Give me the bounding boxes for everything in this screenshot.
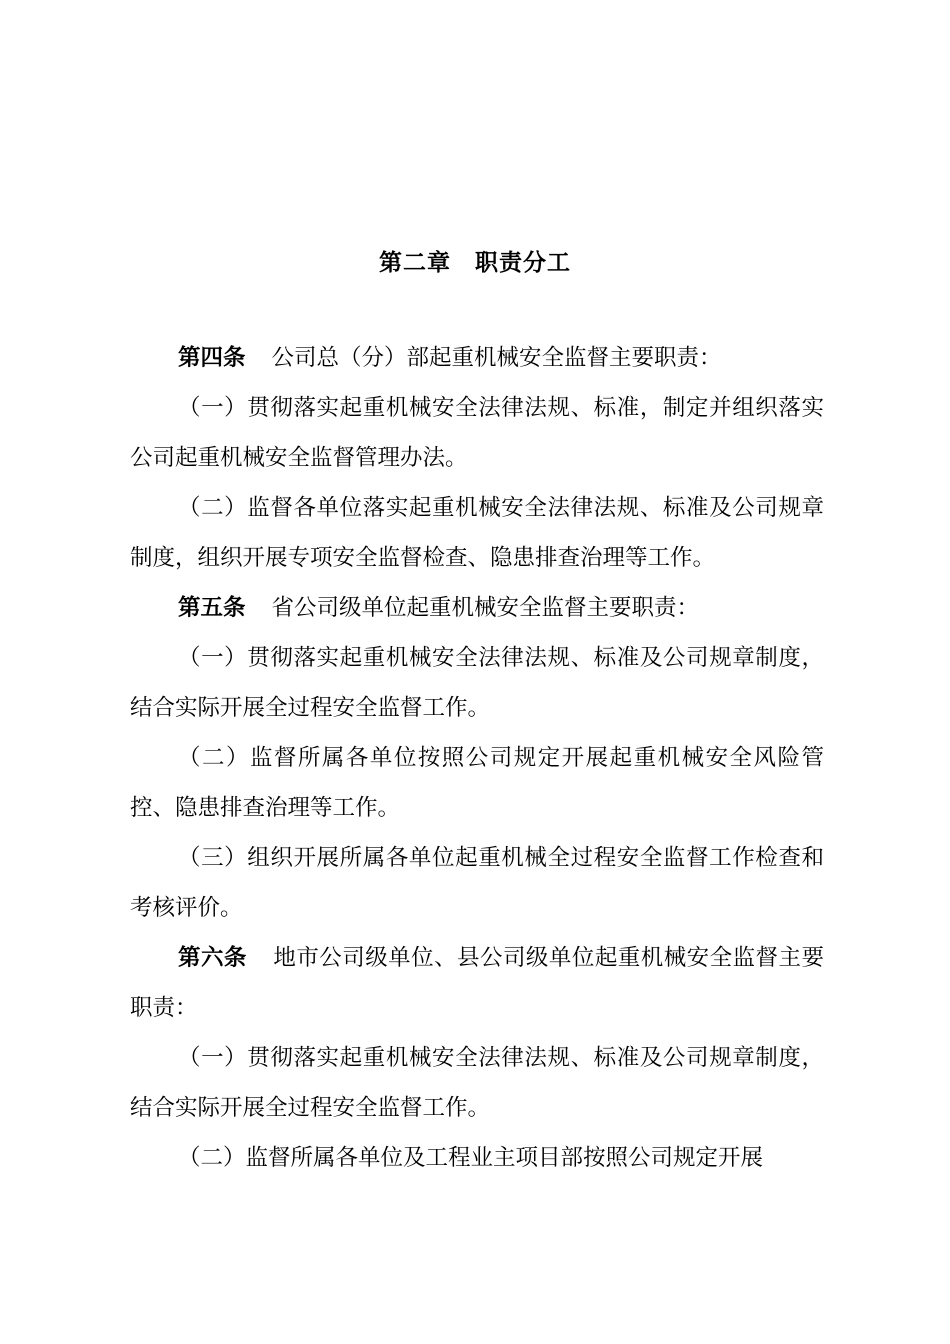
article-5-label: 第五条 <box>178 595 246 621</box>
chapter-title: 第二章 职责分工 <box>379 250 571 276</box>
article-5-item-2: （二）监督所属各单位按照公司规定开展起重机械安全风险管控、隐患排查治理等工作。 <box>130 745 824 821</box>
article-5-item-1: （一）贯彻落实起重机械安全法律法规、标准及公司规章制度，结合实际开展全过程安全监督工作。 <box>130 645 824 721</box>
article-4-label: 第四条 <box>178 345 246 371</box>
article-5-intro <box>130 583 824 633</box>
article-5-item-3: （三）组织开展所属各单位起重机械全过程安全监督工作检查和考核评价。 <box>130 845 824 921</box>
article-4-item-2: （二）监督各单位落实起重机械安全法律法规、标准及公司规章制度，组织开展专项安全监督检查、隐患排查治理等工作。 <box>130 495 824 571</box>
article-5-intro-text: 省公司级单位起重机械安全监督主要职责： <box>271 595 700 621</box>
article-6-intro <box>130 933 824 1033</box>
article-6-item-1: （一）贯彻落实起重机械安全法律法规、标准及公司规章制度，结合实际开展全过程安全监督工作。 <box>130 1045 824 1121</box>
article-4-item-1: （一）贯彻落实起重机械安全法律法规、标准，制定并组织落实公司起重机械安全监督管理办法。 <box>130 395 824 471</box>
article-6-label: 第六条 <box>178 945 247 971</box>
article-4-intro-text: 公司总（分）部起重机械安全监督主要职责： <box>271 345 722 371</box>
article-4-intro <box>130 333 824 383</box>
article-6-intro-text: 地市公司级单位、县公司级单位起重机械安全监督主要职责： <box>130 945 824 1021</box>
article-6-item-2: （二）监督所属各单位及工程业主项目部按照公司规定开展 <box>178 1145 764 1171</box>
document-body <box>130 333 824 1183</box>
